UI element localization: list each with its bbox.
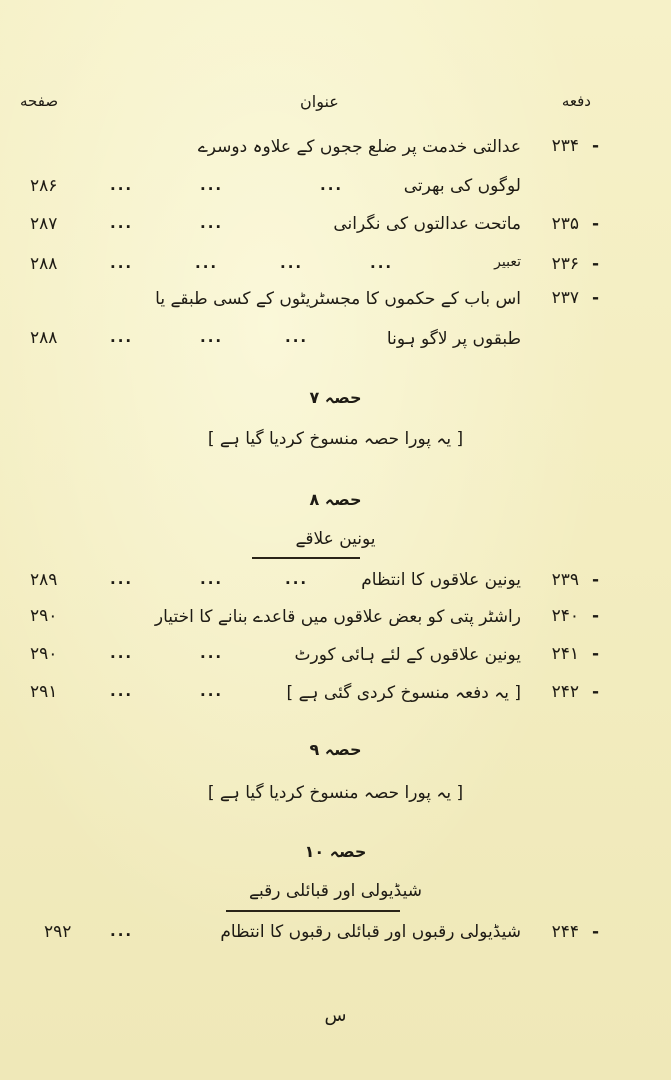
repealed-note: [ یہ پورا حصہ منسوخ کردیا گیا ہے ] [207, 429, 464, 449]
folio-letter: س [324, 1005, 347, 1026]
page-number: ۲۸۷ [30, 214, 58, 234]
page-number: ۲۹۰ [30, 606, 58, 626]
section-number: ۲۳۵ [551, 214, 579, 234]
part-heading: حصہ ۸ [309, 490, 362, 509]
toc-row [0, 922, 671, 952]
section-number: ۲۳۴ [551, 136, 579, 156]
toc-row [0, 136, 671, 166]
leader-dots: ... [320, 176, 344, 194]
section-number: ۲۴۰ [551, 606, 579, 626]
toc-row [0, 570, 671, 600]
leader-dots: ... [285, 328, 309, 346]
part-heading: حصہ ۹ [309, 740, 362, 759]
leader-dots: ... [200, 214, 224, 232]
section-dash: - [591, 136, 599, 156]
section-dash: - [591, 644, 599, 664]
page-number: ۲۹۱ [30, 682, 58, 702]
leader-dots: ... [110, 922, 134, 940]
section-title: یونین علاقوں کے لئے ہائی کورٹ [294, 645, 521, 665]
leader-dots: ... [200, 328, 224, 346]
section-dash: - [591, 214, 599, 234]
part-heading: حصہ ۱۰ [304, 842, 367, 861]
leader-dots: ... [370, 254, 394, 272]
toc-row [0, 288, 671, 318]
section-title: راشٹر پتی کو بعض علاقوں میں قاعدے بنانے کا اختیار [154, 607, 521, 627]
toc-row [0, 214, 671, 244]
part-subheading: یونین علاقے [295, 529, 376, 549]
leader-dots: ... [285, 570, 309, 588]
section-number: ۲۴۱ [551, 644, 579, 664]
section-dash: - [591, 570, 599, 590]
section-dash: - [591, 682, 599, 702]
section-title: عدالتی خدمت پر ضلع ججوں کے علاوہ دوسرے [197, 137, 521, 157]
section-title: اس باب کے حکموں کا مجسٹریٹوں کے کسی طبقے یا [155, 289, 521, 309]
page-number: ۲۸۸ [30, 254, 58, 274]
leader-dots: ... [110, 644, 134, 662]
section-number: ۲۴۲ [551, 682, 579, 702]
toc-row [0, 606, 671, 636]
section-number: ۲۳۶ [551, 254, 579, 274]
subheading-underline [226, 910, 400, 912]
section-number: ۲۳۷ [551, 288, 579, 308]
leader-dots: ... [110, 682, 134, 700]
toc-row-continuation [0, 328, 671, 358]
leader-dots: ... [110, 570, 134, 588]
leader-dots: ... [110, 328, 134, 346]
toc-row [0, 644, 671, 674]
leader-dots: ... [200, 176, 224, 194]
part-subheading: شیڈیولی اور قبائلی رقبے [249, 881, 422, 901]
page-number: ۲۹۲ [44, 922, 72, 942]
section-dash: - [591, 288, 599, 308]
column-header-section: دفعه [561, 92, 591, 110]
repealed-note: [ یہ پورا حصہ منسوخ کردیا گیا ہے ] [207, 783, 464, 803]
column-header-title: عنوان [300, 92, 339, 111]
page-number: ۲۸۹ [30, 570, 58, 590]
page-number: ۲۸۶ [30, 176, 58, 196]
section-title: یونین علاقوں کا انتظام [361, 570, 521, 590]
leader-dots: ... [110, 254, 134, 272]
section-dash: - [591, 606, 599, 626]
leader-dots: ... [200, 644, 224, 662]
section-dash: - [591, 922, 599, 942]
column-header-page: صفحه [20, 92, 59, 110]
page-number: ۲۹۰ [30, 644, 58, 664]
section-number: ۲۴۴ [551, 922, 579, 942]
section-title-continued: لوگوں کی بھرتی [403, 176, 521, 196]
section-title: شیڈیولی رقبوں اور قبائلی رقبوں کا انتظام [220, 922, 521, 942]
section-title-continued: طبقوں پر لاگو ہونا [386, 329, 521, 349]
section-number: ۲۳۹ [551, 570, 579, 590]
leader-dots: ... [200, 682, 224, 700]
part-heading: حصہ ۷ [309, 388, 362, 407]
leader-dots: ... [110, 176, 134, 194]
subheading-underline [252, 557, 360, 559]
section-title: ماتحت عدالتوں کی نگرانی [333, 214, 521, 234]
page-number: ۲۸۸ [30, 328, 58, 348]
leader-dots: ... [280, 254, 304, 272]
toc-row-continuation [0, 176, 671, 206]
leader-dots: ... [200, 570, 224, 588]
section-dash: - [591, 254, 599, 274]
section-title: تعبیر [494, 254, 521, 270]
leader-dots: ... [110, 214, 134, 232]
leader-dots: ... [195, 254, 219, 272]
section-title: [ یہ دفعہ منسوخ کردی گئی ہے ] [286, 683, 521, 703]
toc-row [0, 682, 671, 712]
toc-row [0, 254, 671, 284]
